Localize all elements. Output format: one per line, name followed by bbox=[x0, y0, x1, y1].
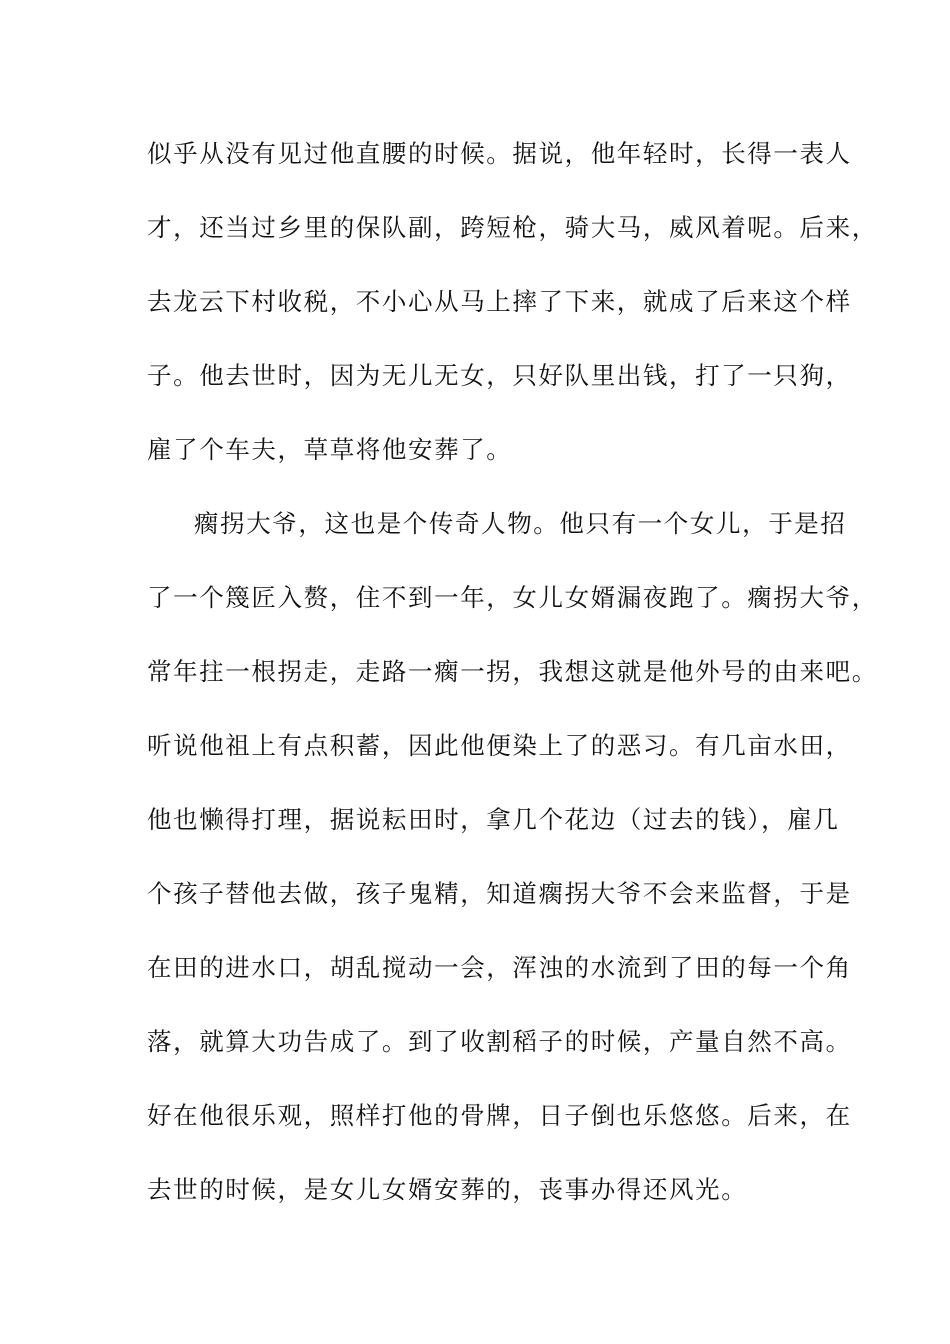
text-line: 才，还当过乡里的保队副，跨短枪，骑大马，威风着呢。后来， bbox=[147, 213, 878, 242]
text-line: 常年拄一根拐走，走路一瘸一拐，我想这就是他外号的由来吧。 bbox=[147, 657, 878, 686]
text-line: 似乎从没有见过他直腰的时候。据说，他年轻时，长得一表人 bbox=[147, 139, 852, 168]
text-line: 在田的进水口，胡乱搅动一会，浑浊的水流到了田的每一个角 bbox=[147, 953, 852, 982]
text-line: 去龙云下村收税，不小心从马上摔了下来，就成了后来这个样 bbox=[147, 287, 852, 316]
text-line: 他也懒得打理，据说耘田时，拿几个花边（过去的钱），雇几 bbox=[147, 805, 840, 834]
text-line: 雇了个车夫，草草将他安葬了。 bbox=[147, 435, 513, 464]
text-line: 听说他祖上有点积蓄，因此他便染上了的恶习。有几亩水田， bbox=[147, 731, 852, 760]
text-line: 去世的时候，是女儿女婿安葬的，丧事办得还风光。 bbox=[147, 1175, 748, 1204]
text-line: 落，就算大功告成了。到了收割稻子的时候，产量自然不高。 bbox=[147, 1027, 852, 1056]
text-line: 好在他很乐观，照样打他的骨牌，日子倒也乐悠悠。后来，在 bbox=[147, 1101, 852, 1130]
text-line: 个孩子替他去做，孩子鬼精，知道瘸拐大爷不会来监督，于是 bbox=[147, 879, 852, 908]
paragraph-first-line: 瘸拐大爷，这也是个传奇人物。他只有一个女儿，于是招 bbox=[194, 509, 847, 538]
text-line: 了一个篾匠入赘，住不到一年，女儿女婿漏夜跑了。瘸拐大爷， bbox=[147, 583, 878, 612]
text-line: 子。他去世时，因为无儿无女，只好队里出钱，打了一只狗， bbox=[147, 361, 852, 390]
